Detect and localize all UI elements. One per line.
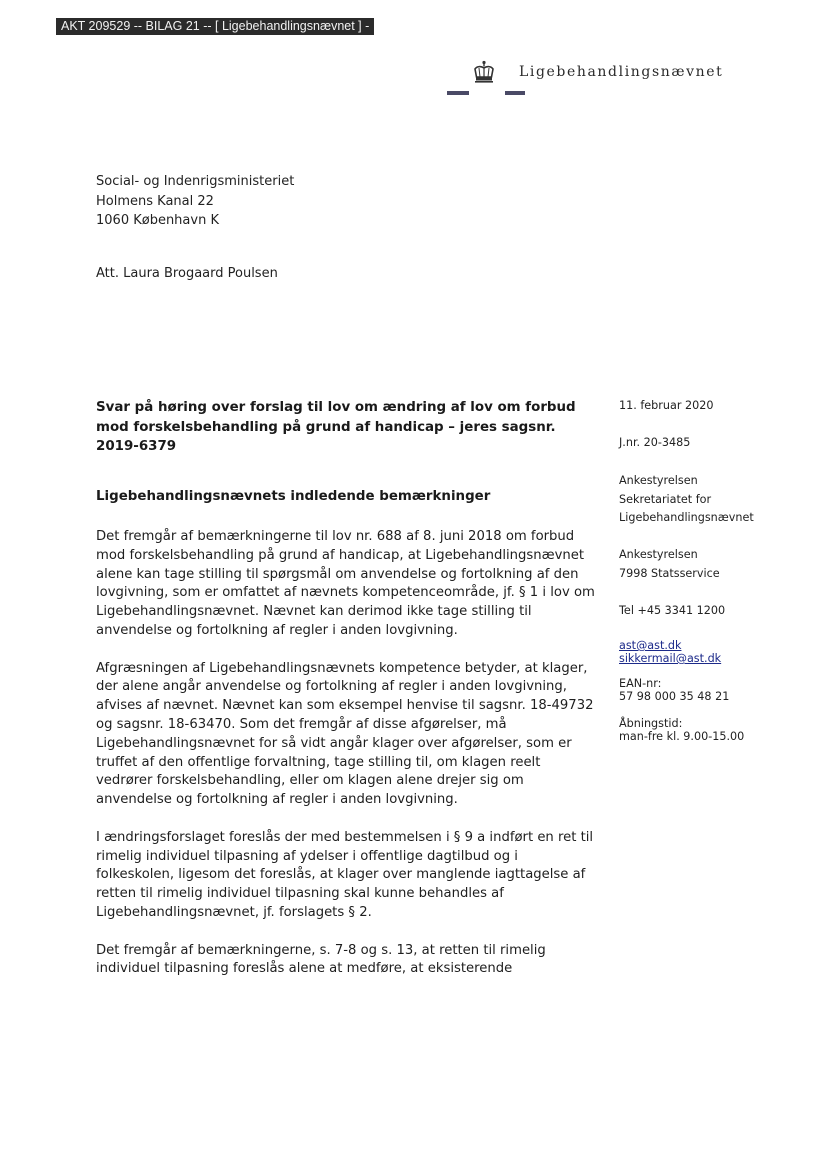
- letter-body: [96, 528, 596, 998]
- body-paragraph: I ændringsforslaget foreslås der med bestemmelsen i § 9 a indført en ret til rimelig individuel tilpasning af ydelser i offentlige dagtilbud og i folkeskolen, ligesom det foreslås, at klager over manglende iagttagelse af retten til rimelig individuel tilpasning skal kunne behandles af Ligebehandlingsnævnet, jf. forslagets § 2.: [96, 829, 594, 920]
- recipient-line: Holmens Kanal 22: [96, 193, 214, 209]
- recipient-line: Social- og Indenrigsministeriet: [96, 174, 295, 189]
- archive-stamp: AKT 209529 -- BILAG 21 -- [ Ligebehandlingsnævnet ] -: [56, 18, 374, 35]
- sender-address: [619, 546, 819, 583]
- ean-value: 57 98 000 35 48 21: [619, 690, 730, 703]
- body-paragraph: Afgræsningen af Ligebehandlingsnævnets kompetence betyder, at klager, der alene angår anvendelse og fortolkning af regler i anden lovgivning, afvises af nævnet. Nævnet kan som eksempel henvise til sagsnr. 18-49732 og sagsnr. 18-63470. Som det fremgår af disse afgørelser, må Ligebehandlingsnævnet for så vidt angår klager over afgørelser, som er truffet af den offentlige forvaltning, tage stilling til, om klagen reelt vedrører forskelsbehandling, eller om klagen alene drejer sig om anvendelse og fortolkning af regler i anden lovgivning.: [96, 660, 594, 808]
- ean-label: EAN-nr:: [619, 677, 662, 690]
- logo-bar-left: [447, 91, 469, 95]
- opening-hours-block: [619, 717, 819, 743]
- sender-organisation: [619, 472, 819, 528]
- recipient-address: [96, 172, 294, 231]
- crown-icon: [472, 60, 496, 84]
- email-link[interactable]: ast@ast.dk: [619, 639, 682, 652]
- attention-line: Att. Laura Brogaard Poulsen: [96, 266, 278, 281]
- recipient-line: 1060 København K: [96, 213, 219, 228]
- sender-line: Ankestyrelsen: [619, 474, 698, 487]
- sender-address-line: Ankestyrelsen: [619, 548, 698, 561]
- section-heading: Ligebehandlingsnævnets indledende bemærkninger: [96, 489, 491, 504]
- body-paragraph: Det fremgår af bemærkningerne, s. 7-8 og s. 13, at retten til rimelig individuel tilpasning foreslås alene at medføre, at eksisterende: [96, 942, 546, 977]
- opening-hours-label: Åbningstid:: [619, 717, 683, 730]
- sender-line: Sekretariatet for: [619, 492, 712, 506]
- secure-email-link[interactable]: sikkermail@ast.dk: [619, 652, 722, 665]
- journal-number: J.nr. 20-3485: [619, 436, 691, 449]
- opening-hours-value: man-fre kl. 9.00-15.00: [619, 730, 745, 743]
- logo-name: Ligebehandlingsnævnet: [519, 64, 724, 80]
- email-block: [619, 639, 819, 665]
- phone-number: Tel +45 3341 1200: [619, 604, 726, 617]
- sender-address-line: 7998 Statsservice: [619, 566, 720, 580]
- logo-bar-right: [505, 91, 525, 95]
- body-paragraph: Det fremgår af bemærkningerne til lov nr. 688 af 8. juni 2018 om forbud mod forskelsbehandling på grund af handicap, at Ligebehandlingsnævnet alene kan tage stilling til spørgsmål om anvendelse og fortolkning af den lovgivning, som er omfattet af nævnets kompetenceområde, jf. § 1 i lov om Ligebehandlingsnævnet. Nævnet kan derimod ikke tage stilling til anvendelse og fortolkning af regler i anden lovgivning.: [96, 529, 595, 638]
- sender-line: Ligebehandlingsnævnet: [619, 511, 754, 524]
- letter-subject: Svar på høring over forslag til lov om ændring af lov om forbud mod forskelsbehandling på grund af handicap – jeres sagsnr. 2019-6379: [96, 400, 576, 454]
- letter-date: 11. februar 2020: [619, 399, 714, 412]
- ean-block: [619, 677, 819, 703]
